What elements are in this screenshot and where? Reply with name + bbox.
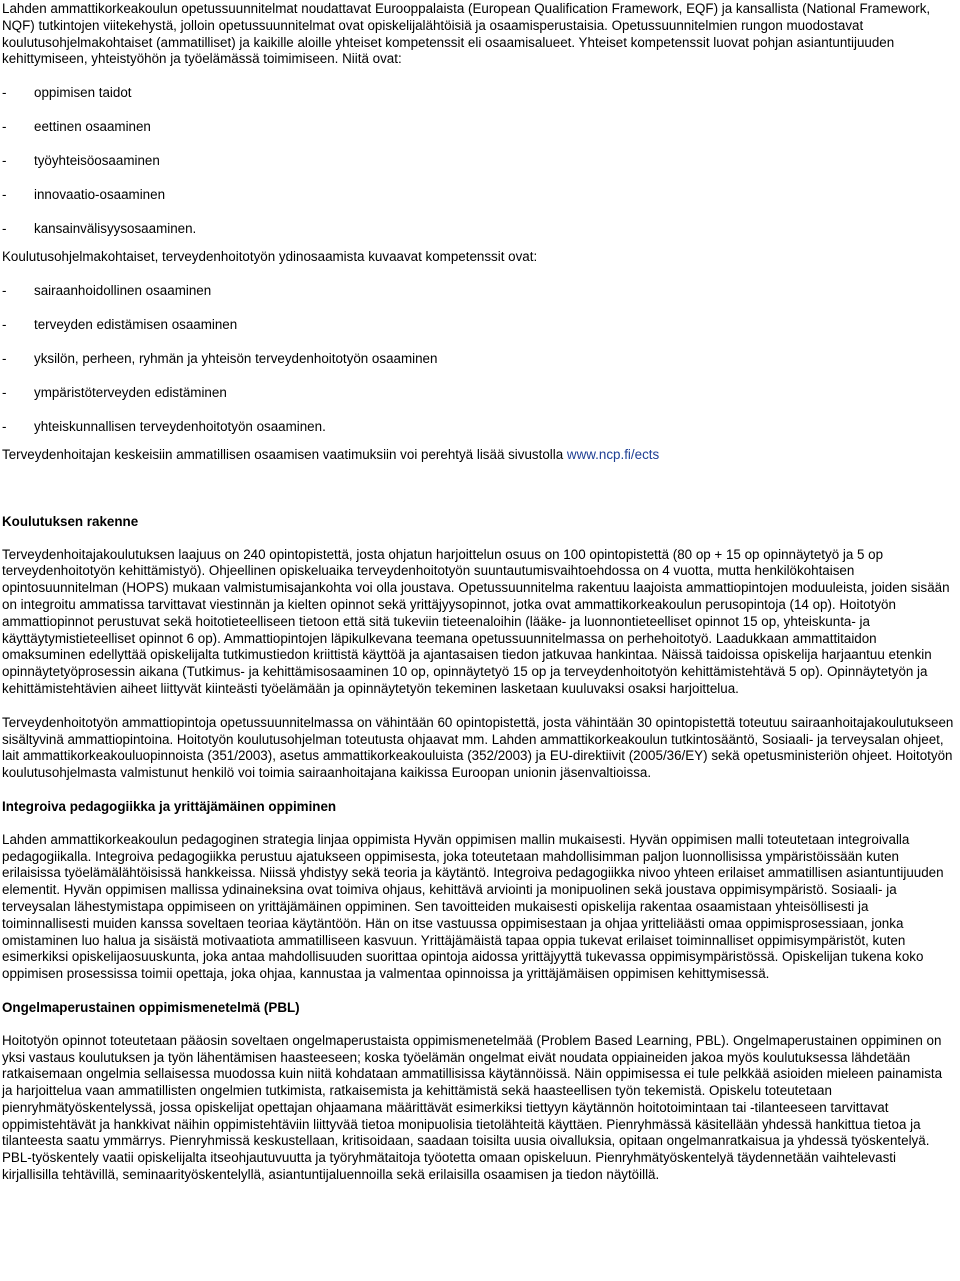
structure-heading: Koulutuksen rakenne [2,513,139,529]
pbl-heading: Ongelmaperustainen oppimismenetelmä (PBL) [2,999,300,1015]
pedagogy-paragraph: Lahden ammattikorkeakoulun pedagoginen strategia linjaa oppimista Hyvän oppimisen mallin mukaisesti. Hyvän oppimisen malli toteutetaan integroivalla pedagogiikalla. Integroiva pedagogiikka perustuu ajatukseen oppimisesta, joka toteutetaan mahdollisimman paljon luonnollisissa ympäristöissään kuten erilaisissa työelämälähtöisissä hankkeissa. Niissä yhdistyy sekä teoria ja käytäntö. Integroiva pedagogiikka nivoo yhteen erilaiset ammatillisen asiantuntijuuden elementit. Hyvän oppimisen mallissa ydinaineksina ovat toimiva ohjaus, kehittävä arviointi ja monipuolinen sekä joustava oppimisympäristö. Sosiaali- ja terveysalan lähestymistapa oppimiseen on yrittäjämäinen oppiminen. Sen tavoitteiden mukaisesti opiskelija rakentaa osaamistaan yhteisöllisesti ja toiminnallisesti muiden kanssa soveltaen teoriaa käytäntöön. Hän on itse vastuussa oppimisestaan ja ohjaa yritteliäästi omaa oppimisprosessiaan, jonka omistaminen luo halua ja sisäistä motivaatiota ammatilliseen kasvuun. Yrittäjämäistä tapaa oppia tukevat erilaiset toiminnalliset oppimisympäristöt, kuten esimerkiksi opiskelijaosuuskunta, joka antaa mahdollisuuden suorittaa opintoja aidossa yrittäjyyttä tukevassa oppimisympäristössä. Opiskelijan tukena koko oppimisen prosessissa toimii opettaja, joka ohjaa, kannustaa ja valmentaa opinnoissa ja yrittäjämäisen oppimisen kehittymisessä. [2,831,944,982]
pedagogy-heading: Integroiva pedagogiikka ja yrittäjämäinen oppiminen [2,798,337,814]
list-item-text: innovaatio-osaaminen [34,187,166,203]
list-dash: - [2,350,7,366]
list-item [2,317,954,351]
list-dash: - [2,384,7,400]
list-dash: - [2,316,7,332]
list-dash: - [2,153,7,169]
intro-paragraph: Lahden ammattikorkeakoulun opetussuunnitelmat noudattavat Eurooppalaista (European Qualification Framework, EQF) ja kansallista (National Framework, NQF) tutkintojen viitekehystä, jolloin opetussuunnitelmat ovat opiskelijalähtöisiä ja osaamisperustaisia. Opetussuunnitelmien rungon muodostavat koulutusohjelmakohtaiset (ammatilliset) ja kaikille aloille yhteiset kompetenssit eli osaamisalueet. Yhteiset kompetenssit luovat pohjan asiantuntijuuden kehittymiseen, yhteistyöhön ja työelämässä toimimiseen. Niitä ovat: [2,1,931,67]
list-item [2,153,954,187]
list-dash: - [2,418,7,434]
list-item-text: työyhteisöosaaminen [34,153,160,169]
common-competences-list [2,85,954,241]
list-item [2,419,954,439]
list-item-text: ympäristöterveyden edistäminen [34,384,227,400]
list-item [2,283,954,317]
structure-paragraph-2: Terveydenhoitotyön ammattiopintoja opetussuunnitelmassa on vähintään 60 opintopistettä, josta vähintään 30 opintopistettä toteutuu sairaanhoitajakoulutukseen sisältyvinä ammattiopintoina. Hoitotyön koulutusohjelman toteutusta ohjaavat mm. Lahden ammattikorkeakoulun tutkintosääntö, Sosiaali- ja terveysalan ohjeet, lait ammattikorkeakouluopinnoista (351/2003), asetus ammattikorkeakouluista (352/2003) ja EU-direktiivit (2005/36/EY) sekä opetusministeriön ohjeet. Hoitotyön koulutusohjelmasta valmistunut henkilö voi toimia sairaanhoitajana kaikissa Euroopan unionin jäsenvaltioissa. [2,714,954,781]
list-dash: - [2,221,7,237]
program-competences-list [2,283,954,439]
list-item [2,187,954,221]
list-item-text: oppimisen taidot [34,85,132,101]
ncp-ects-link[interactable]: www.ncp.fi/ects [566,446,660,462]
structure-paragraph-1: Terveydenhoitajakoulutuksen laajuus on 240 opintopistettä, josta ohjatun harjoittelun osuus on 100 opintopistettä (80 op + 15 op opinnäytetyö ja 5 op terveydenhoitotyön kehittämistyö). Ohjeellinen opiskeluaika terveydenhoitotyön suuntautumisvaihtoehdossa on 4 vuotta, mutta henkilökohtaisen opintosuunnitelman (HOPS) mukaan valmistumisajankohta voi olla joustava. Opetussuunnitelma rakentuu laajoista ammattiopintojen moduuleista, joiden sisään on integroitu ammatissa tarvittavat viestinnän ja kielten opinnot sekä yrittäjyysopinnot, jotka ovat ammattikorkeakoulun perusopintoja (14 op). Hoitotyön ammattiopinnot perustuvat sekä hoitotieteelliseen tietoon että sitä tukeviin tieteenaloihin (lääke- ja luonnontieteelliset opinnot 15 op, yhteiskunta- ja käyttäytymistieteelliset opinnot 6 op). Ammattiopintojen läpikulkevana teemana opetussuunnitelmassa on perhehoitotyö. Laadukkaan ammattitaidon omaksuminen edellyttää opiskelijalta tutkimustiedon kriittistä käyttöä ja ajantasaisen tiedon jatkuvaa hankintaa. Näissä taidoissa opiskelija harjaantuu etenkin opinnäytetyöprosessin aikana (Tutkimus- ja kehittämisosaaminen 10 op, opinnäytetyö 15 op ja terveydenhoitotyön kehittämistehtävä 5 op). Opinnäytetyön ja kehittämistehtävien aiheet liittyvät kiinteästi työelämään ja opinnäytetyön tekeminen lasketaan kuuluvaksi osaksi harjoittelua. [2,546,950,696]
list-item-text: yksilön, perheen, ryhmän ja yhteisön terveydenhoitotyön osaaminen [34,350,438,366]
list-item [2,221,954,241]
list-dash: - [2,282,7,298]
list-item [2,385,954,419]
list-item-text: yhteiskunnallisen terveydenhoitotyön osaaminen. [34,418,326,434]
list-item-text: kansainvälisyysosaaminen. [34,221,197,237]
more-info-paragraph [2,447,954,464]
list-item [2,85,954,119]
list-dash: - [2,85,7,101]
list-dash: - [2,119,7,135]
pbl-paragraph: Hoitotyön opinnot toteutetaan pääosin soveltaen ongelmaperustaista oppimismenetelmää (Problem Based Learning, PBL). Ongelmaperustainen oppiminen on yksi vastaus koulutuksen ja työn lähentämisen haasteeseen; koska työelämän ongelmat eivät noudata oppiaineiden jakoa myös koulutuksessa lähdetään ratkaisemaan ongelmia sellaisessa muodossa kuin niitä kohdataan ammatillisissa käytännöissä. Näin oppimisessa ei tule pelkkää asioiden mieleen painamista ja harjoittelua vaan ammatillisten ongelmien tutkimista, ratkaisemista ja kehittämistä sekä haasteellisen työn tekemistä. Opiskelu toteutetaan pienryhmätyöskentelyssä, jossa opiskelijat opettajan ohjaamana määrittävät esimerkiksi tiettyyn käytännön hoitotoimintaan tai -tilanteeseen tarvittavat oppimistehtävät ja hankkivat näihin oppimistehtäviin liittyvää tietoa monipuolisia tietolähteitä käyttäen. Pienryhmässä käsitellään yhdessä hankittua tietoa ja tilanteesta saatu ymmärrys. Pienryhmissä keskustellaan, kritisoidaan, saadaan toisilta uusia oivalluksia, opitaan ongelmanratkaisua ja yhdessä työskentelyä. PBL-työskentely vaatii opiskelijalta itseohjautuvuutta ja työryhmätaitoja työotetta omaan opiskeluun. Pienryhmätyöskentelyä täydennetään vaihtelevasti kirjallisilla tehtävillä, seminaarityöskentelyllä, asiantuntijaluennoilla sekä erilaisilla osaamisen ja tiedon näytöillä. [2,1032,943,1183]
list-dash: - [2,187,7,203]
list-item-text: eettinen osaaminen [34,119,151,135]
list-item-text: sairaanhoidollinen osaaminen [34,282,212,298]
program-competences-lead: Koulutusohjelmakohtaiset, terveydenhoitotyön ydinosaamista kuvaavat kompetenssit ovat: [2,249,538,265]
list-item-text: terveyden edistämisen osaaminen [34,316,238,332]
list-item [2,351,954,385]
more-info-text: Terveydenhoitajan keskeisiin ammatillisen osaamisen vaatimuksiin voi perehtyä lisää sivustolla [2,446,567,462]
list-item [2,119,954,153]
